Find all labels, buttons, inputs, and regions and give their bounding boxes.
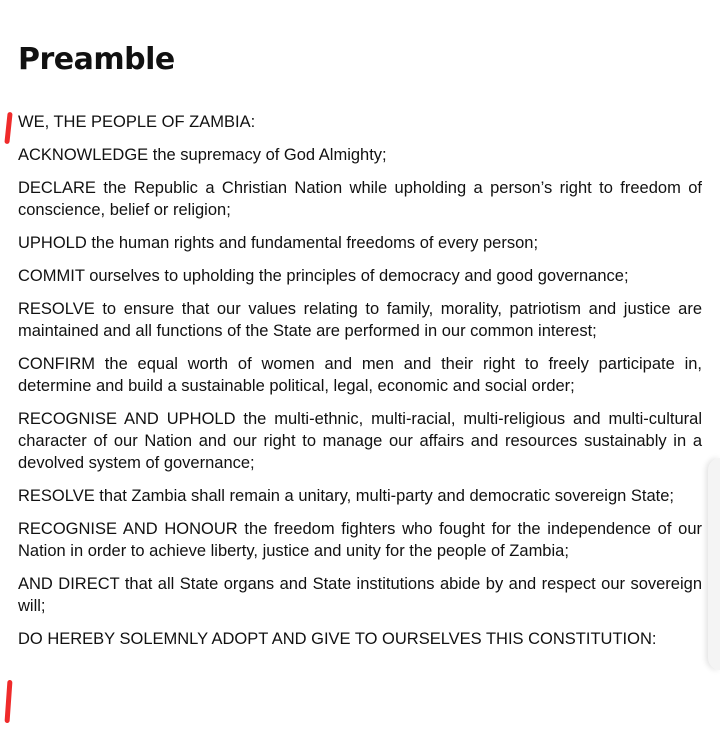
paragraph-12: DO HEREBY SOLEMNLY ADOPT AND GIVE TO OURSELVES THIS CONSTITUTION:	[18, 630, 657, 648]
paragraph-9: RESOLVE that Zambia shall remain a unitary, multi-party and democratic sovereign State;	[18, 487, 675, 505]
paragraph-6: RESOLVE to ensure that our values relating to family, morality, patriotism and justice are maintained and all functions of the State are performed in our common interest;	[18, 300, 702, 340]
page-title: Preamble	[18, 42, 175, 77]
highlight-marker-top	[4, 112, 12, 144]
paragraph-4: UPHOLD the human rights and fundamental freedoms of every person;	[18, 234, 539, 252]
paragraph-1: WE, THE PEOPLE OF ZAMBIA:	[18, 113, 256, 131]
paragraph-7: CONFIRM the equal worth of women and men and their right to freely participate in, determine and build a sustainable political, legal, economic and social order;	[18, 355, 702, 395]
paragraph-2: ACKNOWLEDGE the supremacy of God Almighty;	[18, 146, 387, 164]
paragraph-5: COMMIT ourselves to upholding the principles of democracy and good governance;	[18, 267, 629, 285]
paragraph-8: RECOGNISE AND UPHOLD the multi-ethnic, multi-racial, multi-religious and multi-cultural character of our Nation and our right to manage our affairs and resources sustainably in a devolved system of governance;	[18, 410, 702, 472]
paragraph-3: DECLARE the Republic a Christian Nation while upholding a person’s right to freedom of conscience, belief or religion;	[18, 179, 702, 219]
scroll-handle[interactable]	[708, 458, 720, 670]
paragraph-10: RECOGNISE AND HONOUR the freedom fighters who fought for the independence of our Nation in order to achieve liberty, justice and unity for the people of Zambia;	[18, 520, 702, 560]
paragraph-11: AND DIRECT that all State organs and State institutions abide by and respect our sovereign will;	[18, 575, 702, 615]
highlight-marker-bottom	[5, 680, 13, 723]
preamble-body	[18, 111, 702, 661]
